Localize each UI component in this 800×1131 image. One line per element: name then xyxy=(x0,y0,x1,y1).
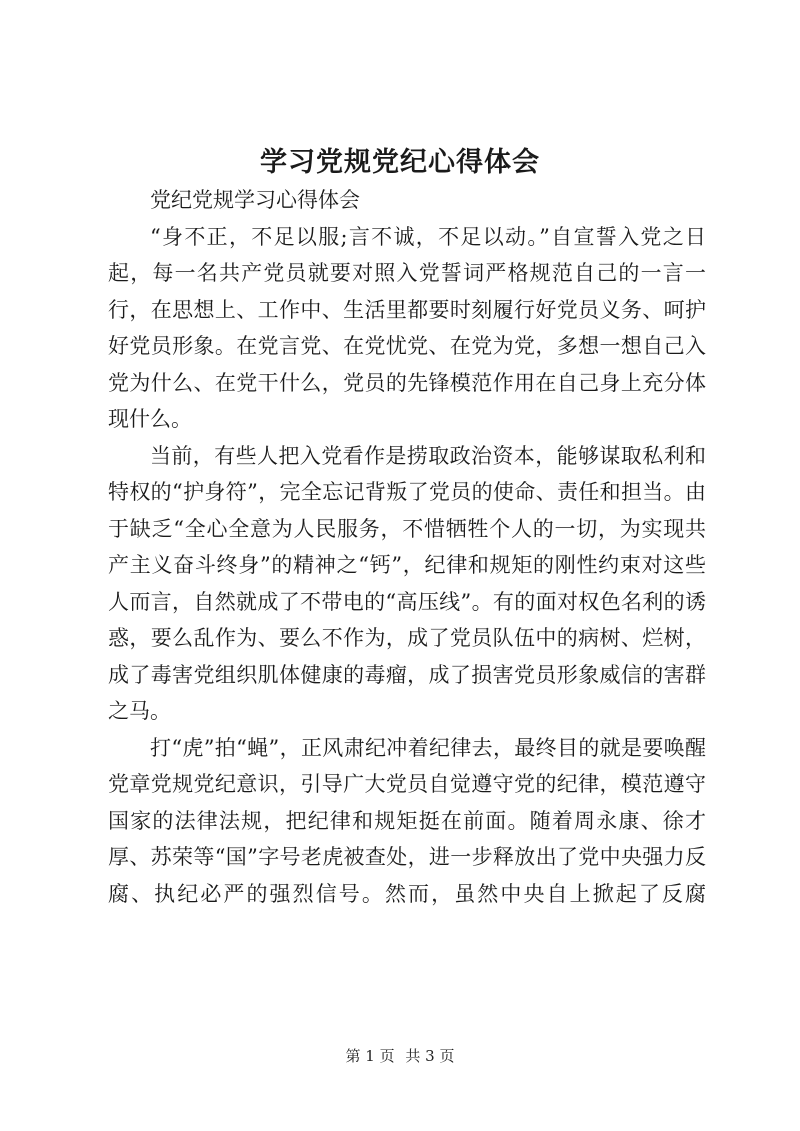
page-number: 第 1 页 xyxy=(345,1047,395,1065)
body-paragraph-2: 当前，有些人把入党看作是捞取政治资本，能够谋取私利和特权的“护身符”，完全忘记背叛了党员的使命、责任和担当。由于缺乏“全心全意为人民服务，不惜牺牲个人的一切，为实现共产主义奋斗终身”的精神之“钙”，纪律和规矩的刚性约束对这些人而言，自然就成了不带电的“高压线”。有的面对权色名利的诱惑，要么乱作为、要么不作为，成了党员队伍中的病树、烂树，成了毒害党组织肌体健康的毒瘤，成了损害党员形象威信的害群之马。 xyxy=(108,443,706,723)
page-footer xyxy=(0,1045,800,1066)
body-paragraph-1: “身不正，不足以服;言不诚，不足以动。”自宣誓入党之日起，每一名共产党员就要对照入党誓词严格规范自己的一言一行，在思想上、工作中、生活里都要时刻履行好党员义务、呵护好党员形象。在党言党、在党忧党、在党为党，多想一想自己入党为什么、在党干什么，党员的先锋模范作用在自己身上充分体现什么。 xyxy=(108,224,706,431)
page-title: 学习党规党纪心得体会 xyxy=(260,147,540,178)
page-total: 共 3 页 xyxy=(405,1047,455,1065)
subtitle-paragraph: 党纪党规学习心得体会 xyxy=(150,188,360,212)
document-body xyxy=(108,182,706,912)
body-paragraph-3: 打“虎”拍“蝇”，正风肃纪冲着纪律去，最终目的就是要唤醒党章党规党纪意识，引导广大党员自觉遵守党的纪律，模范遵守国家的法律法规，把纪律和规矩挺在前面。随着周永康、徐才厚、苏荣等“国”字号老虎被查处，进一步释放出了党中央强力反腐、执纪必严的强烈信号。然而，虽然中央自上掀起了反腐 xyxy=(108,735,706,906)
